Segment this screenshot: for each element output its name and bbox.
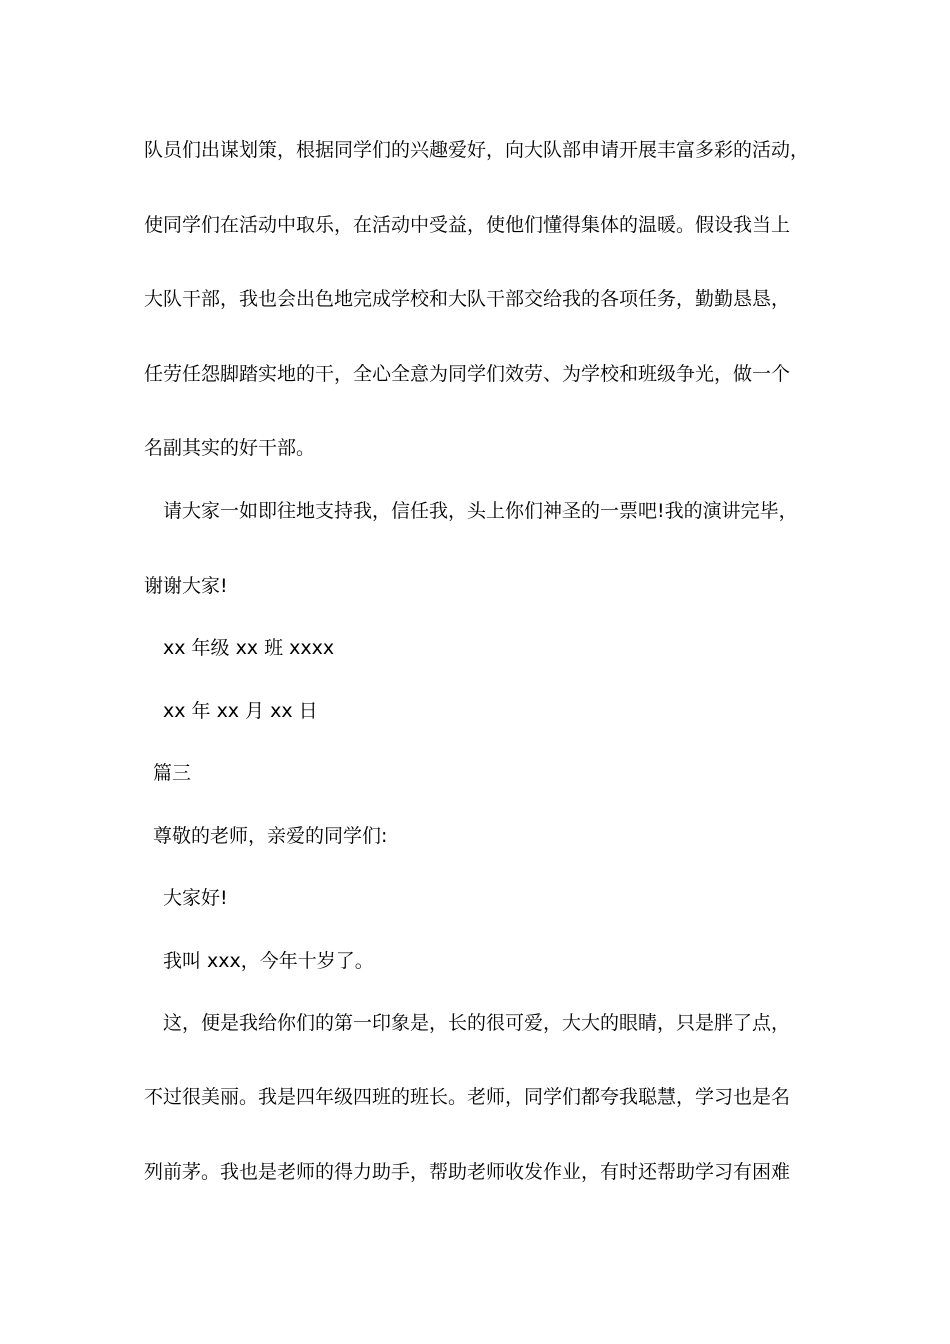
paragraph-line: 谢谢大家! — [144, 575, 228, 597]
paragraph-line: 请大家一如即往地支持我，信任我，头上你们神圣的一票吧!我的演讲完毕， — [163, 500, 798, 522]
greeting-line: 大家好! — [163, 887, 228, 909]
paragraph-line: 我叫 xxx，今年十岁了。 — [163, 950, 374, 972]
paragraph-line: 大队干部，我也会出色地完成学校和大队干部交给我的各项任务，勤勤恳恳， — [144, 288, 791, 310]
signature-date-line: xx 年 xx 月 xx 日 — [163, 700, 318, 722]
paragraph-line: 不过很美丽。我是四年级四班的班长。老师，同学们都夸我聪慧，学习也是名 — [144, 1086, 791, 1108]
paragraph-line: 使同学们在活动中取乐，在活动中受益，使他们懂得集体的温暖。假设我当上 — [144, 214, 791, 236]
salutation-line: 尊敬的老师，亲爱的同学们: — [153, 825, 388, 847]
signature-class-line: xx 年级 xx 班 xxxx — [163, 637, 335, 659]
paragraph-line: 任劳任怨脚踏实地的干，全心全意为同学们效劳、为学校和班级争光，做一个 — [144, 363, 791, 385]
section-heading: 篇三 — [153, 762, 192, 784]
paragraph-line: 队员们出谋划策，根据同学们的兴趣爱好，向大队部申请开展丰富多彩的活动， — [144, 139, 810, 161]
paragraph-line: 名副其实的好干部。 — [144, 437, 316, 459]
paragraph-line: 这，便是我给你们的第一印象是，长的很可爱，大大的眼睛，只是胖了点， — [163, 1012, 791, 1034]
paragraph-line: 列前茅。我也是老师的得力助手，帮助老师收发作业，有时还帮助学习有困难 — [144, 1161, 791, 1183]
